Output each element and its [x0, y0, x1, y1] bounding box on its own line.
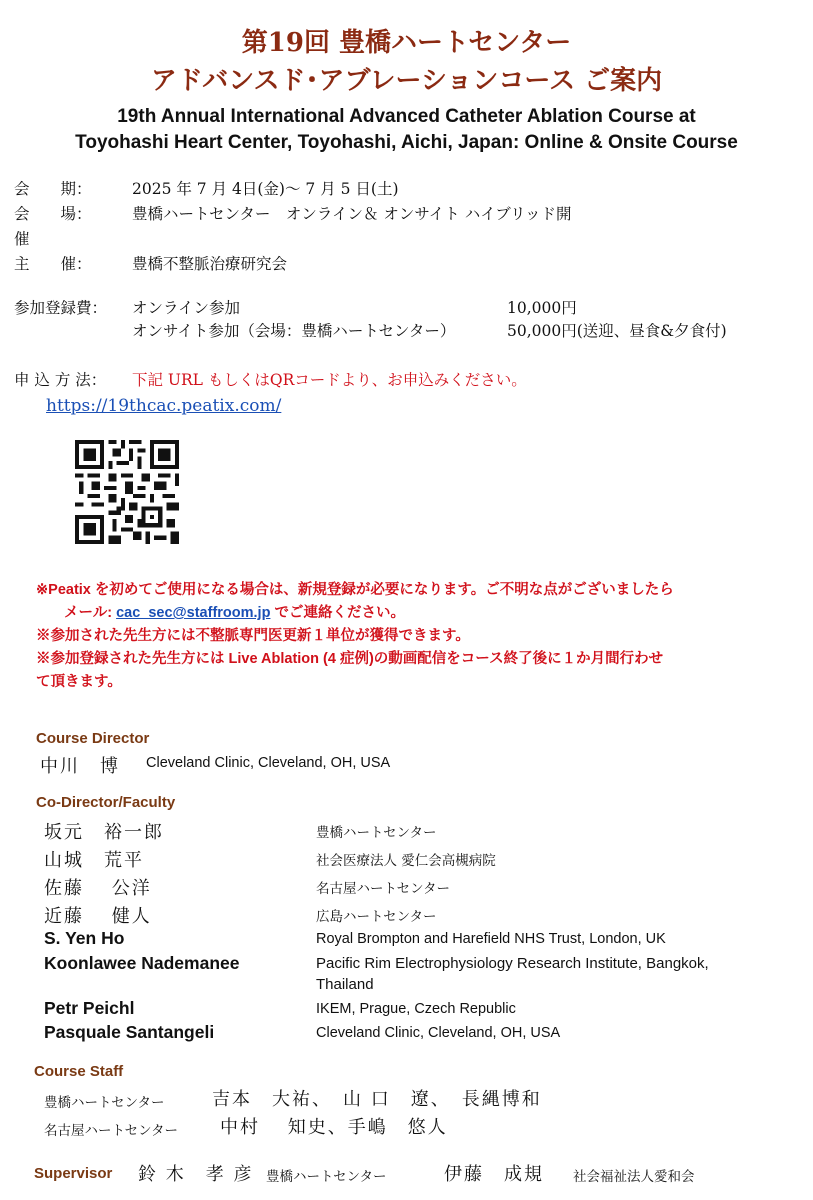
supervisor-name-1: 鈴 木 孝 彦	[138, 1164, 254, 1185]
faculty-affiliation: Pacific Rim Electrophysiology Research Institute, Bangkok,	[316, 955, 709, 972]
venue-value: 豊橋ハートセンター オンライン＆ オンサイト ハイブリッド開	[132, 205, 572, 223]
apply-row	[14, 368, 527, 390]
faculty-name: 近藤 健人	[44, 906, 152, 927]
title-jp-line2: アドバンスド･アブレーションコース ご案内	[150, 66, 663, 96]
faculty-affiliation: 名古屋ハートセンター	[316, 881, 451, 897]
note-live-line1: ※参加登録された先生方には Live Ablation (4 症例)の動画配信をコース終了後に１か月間行わせ	[36, 651, 664, 667]
faculty-name: Koonlawee Nademanee	[44, 953, 240, 973]
qr-code[interactable]	[75, 440, 179, 544]
faculty-affiliation-cont: Thailand	[316, 976, 374, 993]
contact-email-link[interactable]: cac_sec@staffroom.jp	[116, 605, 271, 621]
course-staff-heading: Course Staff	[34, 1063, 124, 1080]
host-value: 豊橋不整脈治療研究会	[132, 255, 288, 273]
note-mail-prefix: メール:	[64, 605, 117, 621]
faculty-affiliation: Cleveland Clinic, Cleveland, OH, USA	[316, 1025, 561, 1041]
period-value: 2025 年 7 月 4日(金)～ 7 月 5 日(土)	[132, 180, 399, 198]
supervisor-org-1: 豊橋ハートセンター	[266, 1169, 387, 1185]
faculty-affiliation: 豊橋ハートセンター	[316, 825, 437, 841]
apply-value: 下記 URL もしくはQRコードより、お申込みください。	[132, 371, 527, 389]
note-mail-suffix: でご連絡ください。	[270, 605, 405, 621]
faculty-name: Pasquale Santangeli	[44, 1022, 215, 1042]
venue-wrap: 催	[14, 230, 30, 248]
fee-onsite-price: 50,000円(送迎、昼食&夕食付)	[507, 322, 727, 340]
course-director-heading: Course Director	[36, 730, 150, 747]
course-director-name: 中川 博	[40, 756, 120, 777]
faculty-affiliation: 広島ハートセンター	[316, 909, 437, 925]
host-label: 主 催：	[14, 255, 92, 273]
host-row	[14, 252, 287, 274]
venue-label: 会 場：	[14, 205, 92, 223]
staff-names-toyohashi: 吉本 大祐、 山 口 遼、 長縄博和	[212, 1089, 542, 1110]
staff-org-toyohashi: 豊橋ハートセンター	[44, 1095, 165, 1111]
faculty-affiliation: Royal Brompton and Harefield NHS Trust, London, UK	[316, 931, 666, 947]
fee-online: オンライン参加	[132, 299, 241, 317]
staff-org-nagoya: 名古屋ハートセンター	[44, 1123, 179, 1139]
note-peatix-line1: ※Peatix を初めてご使用になる場合は、新規登録が必要になります。ご不明な点がございましたら	[36, 582, 674, 598]
faculty-heading: Co-Director/Faculty	[36, 794, 176, 811]
supervisor-org-2: 社会福祉法人愛和会	[573, 1169, 695, 1185]
faculty-name: Petr Peichl	[44, 998, 135, 1018]
title-en-line2: Toyohashi Heart Center, Toyohashi, Aichi, Japan: Online & Onsite Course	[75, 132, 738, 153]
apply-label: 申 込 方 法：	[14, 371, 107, 389]
fee-label: 参加登録費：	[14, 299, 108, 317]
course-director-affiliation: Cleveland Clinic, Cleveland, OH, USA	[146, 755, 391, 771]
note-credit: ※参加された先生方には不整脈専門医更新１単位が獲得できます。	[36, 628, 470, 644]
fee-online-price: 10,000円	[507, 299, 577, 317]
period-row	[14, 177, 399, 199]
venue-row	[14, 202, 572, 224]
title-jp-line1: 第19回 豊橋ハートセンター	[241, 28, 572, 58]
faculty-name: 坂元 裕一郎	[44, 822, 164, 843]
staff-names-nagoya: 中村 知史、手嶋 悠人	[220, 1117, 448, 1138]
fee-onsite: オンサイト参加（会場：豊橋ハートセンター）	[132, 322, 456, 340]
registration-url-link[interactable]: https://19thcac.peatix.com/	[46, 396, 282, 416]
faculty-affiliation: 社会医療法人 愛仁会高槻病院	[316, 853, 496, 869]
faculty-name: 山城 荒平	[44, 850, 144, 871]
supervisor-heading: Supervisor	[34, 1165, 113, 1182]
faculty-name: 佐藤 公洋	[44, 878, 152, 899]
supervisor-name-2: 伊藤 成規	[444, 1164, 544, 1185]
note-live-line2: て頂きます。	[36, 674, 122, 690]
period-label: 会 期：	[14, 180, 92, 198]
faculty-affiliation: IKEM, Prague, Czech Republic	[316, 1001, 516, 1017]
title-en-line1: 19th Annual International Advanced Catheter Ablation Course at	[117, 106, 696, 127]
note-peatix-line2	[64, 601, 405, 622]
faculty-name: S. Yen Ho	[44, 928, 125, 948]
